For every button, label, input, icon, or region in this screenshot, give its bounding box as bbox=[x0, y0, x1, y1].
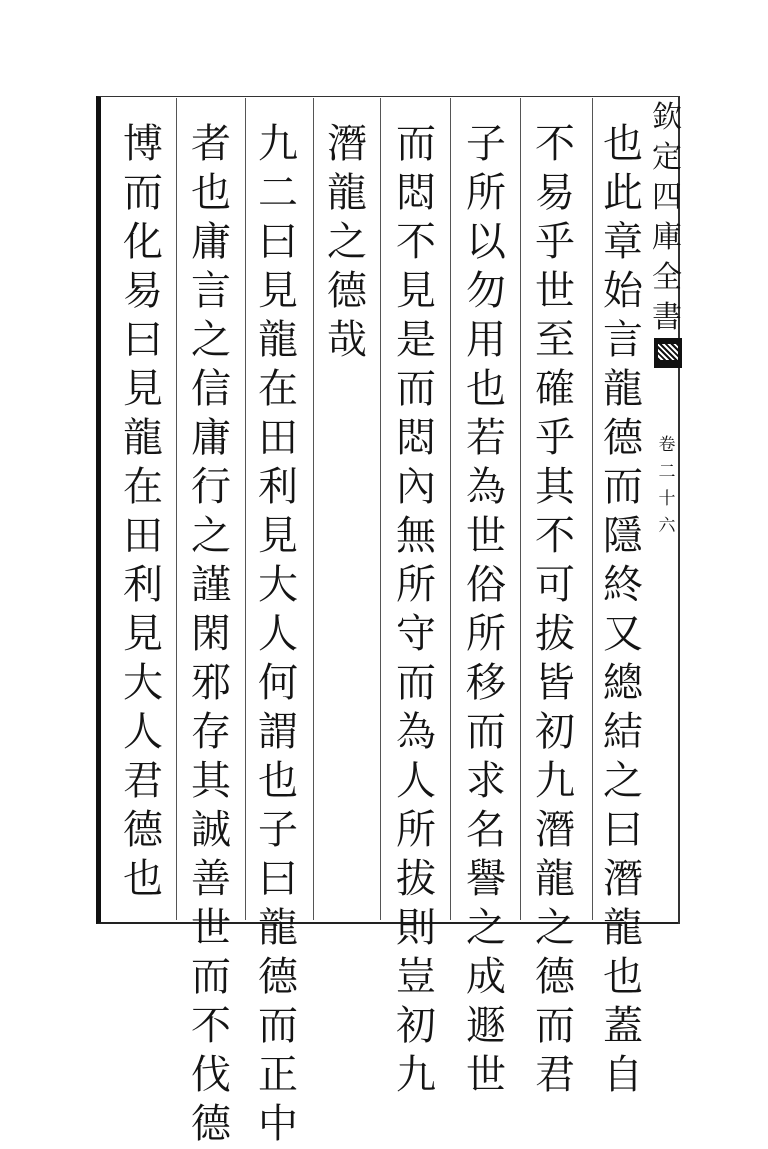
text-column-1: 也此章始言龍德而隱終又總結之曰潛龍也蓋自 bbox=[603, 121, 643, 1098]
column-rule bbox=[520, 98, 521, 920]
text-column-6: 九二曰見龍在田利見大人何謂也子曰龍德而正中 bbox=[258, 121, 298, 1147]
text-column-5: 潛龍之德哉 bbox=[327, 121, 367, 363]
fish-tail-mark bbox=[654, 338, 682, 368]
text-column-4: 而悶不見是而悶內無所守而為人所拔則豈初九 bbox=[396, 121, 436, 1098]
page-frame bbox=[96, 96, 678, 924]
book-title: 欽定四庫全書 bbox=[652, 100, 682, 335]
juan-number: 卷二十六 bbox=[658, 435, 676, 536]
column-rule bbox=[592, 98, 593, 920]
text-column-3: 子所以勿用也若為世俗所移而求名譽之成遯世 bbox=[466, 121, 506, 1098]
column-rule bbox=[380, 98, 381, 920]
column-rule bbox=[176, 98, 177, 920]
column-rule bbox=[245, 98, 246, 920]
column-rule bbox=[450, 98, 451, 920]
text-column-2: 不易乎世至確乎其不可拔皆初九潛龍之德而君 bbox=[535, 121, 575, 1098]
text-column-8: 博而化易曰見龍在田利見大人君德也 bbox=[123, 121, 163, 902]
text-column-7: 者也庸言之信庸行之謹閑邪存其誠善世而不伐德 bbox=[191, 121, 231, 1147]
column-rule bbox=[313, 98, 314, 920]
